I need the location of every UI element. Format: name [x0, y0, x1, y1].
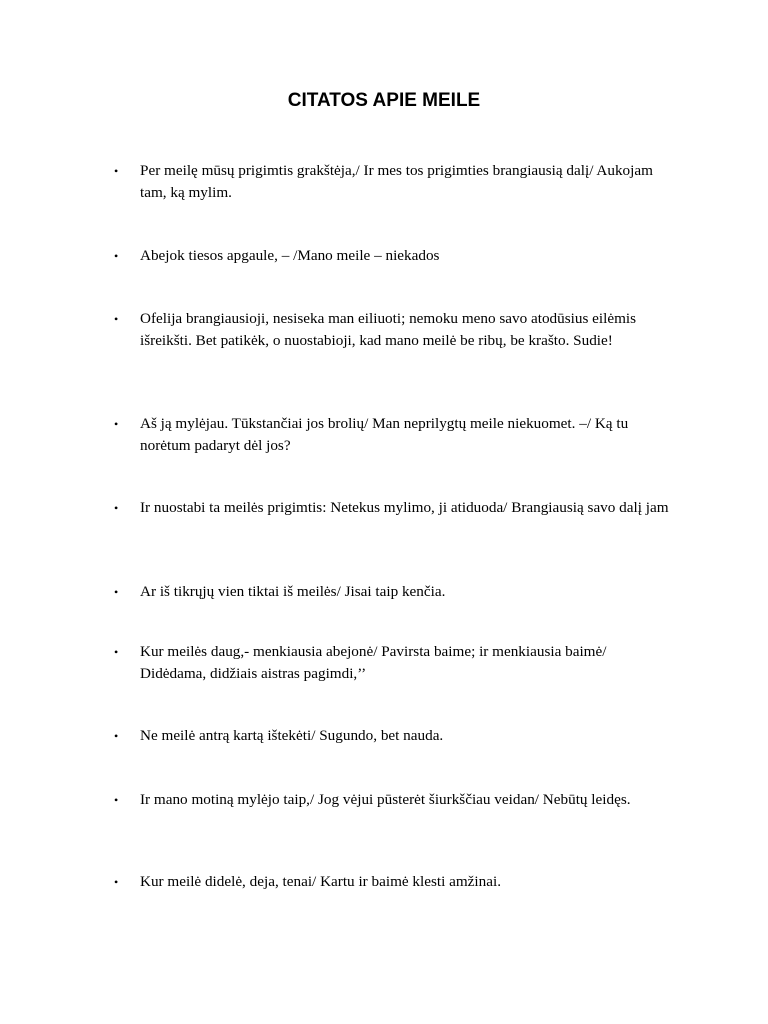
quote-text: Ir mano motiną mylėjo taip,/ Jog vėjui pūsterėt šiurkščiau veidan/ Nebūtų leidęs. — [140, 791, 631, 808]
bullet-icon: • — [114, 875, 119, 889]
list-item — [114, 641, 674, 685]
list-item — [114, 308, 674, 352]
list-item — [114, 245, 674, 267]
bullet-icon: • — [114, 249, 119, 263]
bullet-icon: • — [114, 645, 119, 659]
list-item — [114, 160, 674, 204]
bullet-icon: • — [114, 729, 119, 743]
quote-text: Kur meilės daug,- menkiausia abejonė/ Pavirsta baime; ir menkiausia baimė/ Didėdama, didžiais aistras pagimdi,’’ — [140, 643, 607, 682]
list-item — [114, 497, 674, 519]
bullet-icon: • — [114, 417, 119, 431]
quote-text: Aš ją mylėjau. Tūkstančiai jos brolių/ Man neprilygtų meile niekuomet. –/ Ką tu norėtum padaryt dėl jos? — [140, 415, 629, 454]
quote-text: Per meilę mūsų prigimtis grakštėja,/ Ir mes tos prigimties brangiausią dalį/ Aukojam tam, ką mylim. — [140, 162, 653, 201]
bullet-icon: • — [114, 312, 119, 326]
list-item — [114, 725, 674, 747]
list-item — [114, 413, 674, 457]
bullet-icon: • — [114, 164, 119, 178]
list-item — [114, 581, 674, 603]
quote-text: Ar iš tikrųjų vien tiktai iš meilės/ Jisai taip kenčia. — [140, 583, 446, 600]
quote-text: Ir nuostabi ta meilės prigimtis: Netekus mylimo, ji atiduoda/ Brangiausią savo dalį jam — [140, 499, 669, 516]
list-item — [114, 871, 674, 893]
quote-text: Kur meilė didelė, deja, tenai/ Kartu ir baimė klesti amžinai. — [140, 873, 501, 890]
bullet-icon: • — [114, 585, 119, 599]
quote-text: Ofelija brangiausioji, nesiseka man eiliuoti; nemoku meno savo atodūsius eilėmis išreikšti. Bet patikėk, o nuostabioji, kad mano meilė be ribų, be krašto. Sudie! — [140, 310, 637, 349]
list-item — [114, 789, 674, 811]
page-title: CITATOS APIE MEILE — [287, 90, 481, 111]
quote-text: Abejok tiesos apgaule, – /Mano meile – niekados — [140, 247, 440, 264]
quote-text: Ne meilė antrą kartą ištekėti/ Sugundo, bet nauda. — [140, 727, 444, 744]
bullet-icon: • — [114, 501, 119, 515]
bullet-icon: • — [114, 793, 119, 807]
